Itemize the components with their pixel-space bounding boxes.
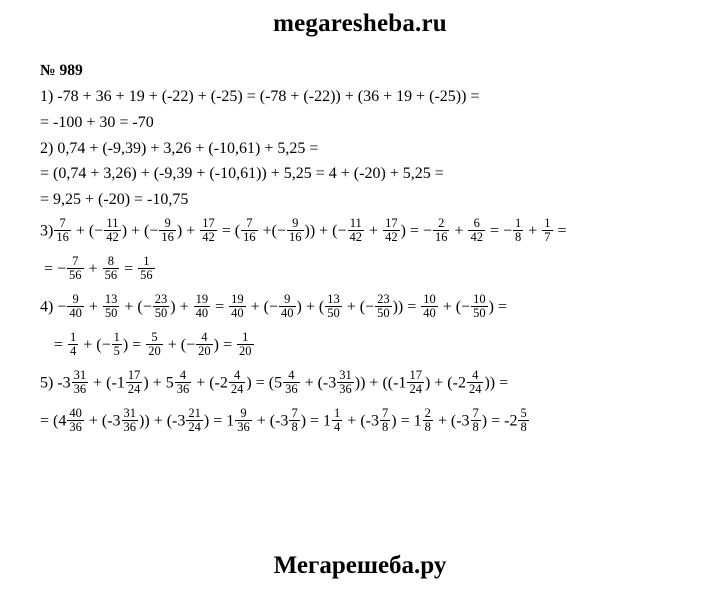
fraction-denominator: 16 bbox=[161, 230, 174, 245]
fraction-numerator: 10 bbox=[423, 291, 436, 306]
solution-line-6 bbox=[40, 215, 694, 246]
fraction bbox=[423, 407, 433, 435]
math-text: +(− bbox=[258, 222, 286, 240]
fraction-numerator: 19 bbox=[231, 291, 244, 306]
math-text: + bbox=[365, 222, 383, 240]
fraction-numerator: 7 bbox=[241, 217, 258, 232]
fraction-numerator: 13 bbox=[327, 291, 340, 306]
fraction-numerator: 8 bbox=[103, 255, 120, 270]
solution-line-10 bbox=[40, 367, 694, 398]
math-text: + (-1 bbox=[89, 374, 125, 392]
fraction-numerator: 31 bbox=[339, 367, 352, 382]
fraction-numerator: 4 bbox=[229, 369, 246, 384]
fraction-denominator: 36 bbox=[237, 420, 250, 435]
site-title-header: megaresheba.ru bbox=[273, 10, 447, 37]
fraction-numerator: 4 bbox=[283, 369, 300, 384]
math-text: 3) bbox=[40, 222, 54, 240]
fraction-denominator: 36 bbox=[176, 382, 190, 397]
fraction bbox=[175, 369, 192, 397]
math-text: ) + bbox=[176, 222, 200, 240]
fraction-numerator: 1 bbox=[544, 215, 551, 230]
fraction bbox=[433, 217, 450, 245]
fraction-numerator: 7 bbox=[67, 255, 84, 270]
fraction-denominator: 16 bbox=[243, 230, 256, 245]
fraction-numerator: 31 bbox=[123, 405, 137, 420]
math-text: + (-2 bbox=[192, 374, 228, 392]
fraction bbox=[194, 293, 211, 321]
fraction bbox=[103, 255, 120, 283]
fraction-numerator: 1 bbox=[334, 405, 341, 420]
fraction-denominator: 56 bbox=[140, 268, 153, 283]
solution-line-7 bbox=[40, 253, 694, 284]
fraction bbox=[67, 407, 84, 435]
math-text: + (− bbox=[342, 298, 375, 316]
math-text: )) = bbox=[484, 374, 509, 392]
fraction bbox=[471, 407, 481, 435]
fraction bbox=[337, 369, 354, 397]
fraction bbox=[383, 217, 400, 245]
fraction-denominator: 40 bbox=[281, 306, 294, 321]
math-text: ) = (5 bbox=[246, 374, 283, 392]
fraction-numerator: 31 bbox=[73, 367, 87, 382]
fraction-denominator: 8 bbox=[291, 420, 298, 435]
math-text: + (− bbox=[246, 298, 279, 316]
fraction-numerator: 11 bbox=[104, 217, 121, 232]
fraction-denominator: 40 bbox=[231, 306, 244, 321]
math-text: ) + 5 bbox=[143, 374, 174, 392]
fraction bbox=[467, 369, 484, 397]
math-text: ) = -2 bbox=[481, 412, 518, 430]
fraction-numerator: 9 bbox=[67, 293, 84, 308]
fraction bbox=[332, 407, 342, 435]
fraction bbox=[518, 407, 528, 435]
fraction bbox=[229, 293, 246, 321]
task-number: № 989 bbox=[40, 62, 83, 79]
fraction-numerator: 5 bbox=[520, 405, 527, 420]
fraction bbox=[283, 369, 300, 397]
fraction bbox=[289, 407, 299, 435]
math-text: )) + ((-1 bbox=[354, 374, 407, 392]
math-text: = (4 bbox=[40, 412, 67, 430]
fraction bbox=[126, 369, 143, 397]
math-text: ) + ( bbox=[296, 298, 325, 316]
fraction-denominator: 50 bbox=[104, 306, 118, 321]
fraction-denominator: 4 bbox=[70, 344, 77, 359]
fraction bbox=[153, 293, 170, 321]
fraction-denominator: 42 bbox=[470, 230, 483, 245]
fraction-denominator: 24 bbox=[188, 420, 201, 435]
fraction-numerator: 7 bbox=[381, 405, 389, 420]
fraction-numerator: 1 bbox=[70, 329, 77, 344]
fraction-denominator: 50 bbox=[473, 306, 486, 321]
solution-line-9 bbox=[40, 329, 694, 360]
fraction-numerator: 17 bbox=[385, 215, 398, 230]
math-text: ) = bbox=[122, 336, 146, 354]
fraction-numerator: 1 bbox=[113, 329, 120, 344]
fraction-denominator: 16 bbox=[289, 230, 302, 245]
fraction-numerator: 7 bbox=[472, 405, 479, 420]
fraction bbox=[196, 331, 213, 359]
fraction-denominator: 56 bbox=[104, 268, 118, 283]
fraction-denominator: 24 bbox=[230, 382, 244, 397]
solution-line-2: = -100 + 30 = -70 bbox=[40, 113, 154, 131]
fraction bbox=[348, 217, 365, 245]
fraction-numerator: 1 bbox=[237, 331, 254, 346]
fraction-denominator: 24 bbox=[409, 382, 422, 397]
math-text: + (-3 bbox=[300, 374, 337, 392]
math-text: = bbox=[211, 298, 229, 316]
fraction-denominator: 8 bbox=[381, 420, 389, 435]
fraction-numerator: 6 bbox=[468, 217, 485, 232]
math-text: ) = bbox=[488, 298, 508, 316]
math-text: ) = − bbox=[400, 222, 432, 240]
fraction-numerator: 9 bbox=[287, 217, 304, 232]
fraction-numerator: 17 bbox=[409, 367, 422, 382]
math-text: ) = 1 bbox=[203, 412, 235, 430]
math-text: = − bbox=[44, 260, 67, 278]
fraction-numerator: 9 bbox=[159, 217, 176, 232]
fraction-denominator: 56 bbox=[69, 268, 82, 283]
fraction bbox=[68, 331, 78, 359]
solution-content bbox=[40, 62, 694, 446]
solution-line-8 bbox=[40, 291, 694, 322]
site-title-footer: Мегарешеба.ру bbox=[273, 552, 447, 579]
fraction bbox=[542, 217, 552, 245]
fraction-numerator: 11 bbox=[348, 217, 365, 232]
fraction-denominator: 50 bbox=[377, 306, 390, 321]
fraction bbox=[325, 293, 342, 321]
math-text: )) = bbox=[392, 298, 421, 316]
fraction-denominator: 8 bbox=[424, 420, 431, 435]
fraction bbox=[287, 217, 304, 245]
fraction-numerator: 23 bbox=[154, 291, 168, 306]
fraction bbox=[241, 217, 258, 245]
math-text: + bbox=[84, 260, 102, 278]
math-text: + bbox=[84, 298, 102, 316]
fraction bbox=[471, 293, 488, 321]
fraction-numerator: 17 bbox=[202, 215, 215, 230]
math-text: )) + (− bbox=[304, 222, 347, 240]
fraction-numerator: 5 bbox=[146, 331, 163, 346]
fraction-numerator: 4 bbox=[467, 369, 484, 384]
fraction bbox=[229, 369, 246, 397]
math-text: )) + (-3 bbox=[139, 412, 186, 430]
fraction bbox=[186, 407, 203, 435]
math-text: + (− bbox=[163, 336, 196, 354]
fraction-numerator: 1 bbox=[138, 255, 155, 270]
math-text: = − bbox=[485, 222, 513, 240]
math-text: + (-3 bbox=[84, 412, 121, 430]
fraction-denominator: 50 bbox=[154, 306, 168, 321]
fraction bbox=[279, 293, 296, 321]
fraction bbox=[375, 293, 392, 321]
fraction bbox=[112, 331, 122, 359]
fraction-denominator: 42 bbox=[385, 230, 398, 245]
solution-line-4: = (0,74 + 3,26) + (-9,39 + (-10,61)) + 5,25 = 4 + (-20) + 5,25 = bbox=[40, 165, 444, 183]
fraction-numerator: 4 bbox=[175, 369, 192, 384]
math-text: ) + (-2 bbox=[424, 374, 466, 392]
fraction-numerator: 2 bbox=[424, 405, 431, 420]
fraction-denominator: 36 bbox=[285, 382, 298, 397]
fraction-denominator: 5 bbox=[113, 344, 120, 359]
fraction-numerator: 19 bbox=[195, 291, 209, 306]
math-text: + (-3 bbox=[343, 412, 379, 430]
math-text: ) = 1 bbox=[300, 412, 332, 430]
math-text: ) + (− bbox=[121, 222, 159, 240]
math-text: = ( bbox=[217, 222, 241, 240]
fraction-denominator: 7 bbox=[544, 230, 551, 245]
fraction-denominator: 24 bbox=[468, 382, 482, 397]
fraction-denominator: 40 bbox=[69, 306, 82, 321]
math-text: ) = 1 bbox=[391, 412, 422, 430]
math-text: 4) − bbox=[40, 298, 67, 316]
fraction bbox=[200, 217, 217, 245]
fraction-denominator: 36 bbox=[73, 382, 87, 397]
fraction-denominator: 20 bbox=[148, 344, 161, 359]
fraction-denominator: 8 bbox=[520, 420, 527, 435]
fraction-denominator: 4 bbox=[334, 420, 341, 435]
fraction-denominator: 42 bbox=[349, 230, 363, 245]
fraction-denominator: 8 bbox=[515, 230, 522, 245]
fraction bbox=[122, 407, 139, 435]
fraction-denominator: 36 bbox=[69, 420, 82, 435]
fraction-denominator: 36 bbox=[123, 420, 137, 435]
fraction-denominator: 36 bbox=[339, 382, 352, 397]
fraction-numerator: 10 bbox=[473, 291, 486, 306]
fraction-numerator: 9 bbox=[235, 407, 252, 422]
fraction bbox=[146, 331, 163, 359]
fraction-denominator: 20 bbox=[239, 344, 252, 359]
fraction-numerator: 7 bbox=[54, 217, 71, 232]
fraction-denominator: 16 bbox=[56, 230, 69, 245]
fraction-numerator: 13 bbox=[104, 291, 118, 306]
fraction-denominator: 50 bbox=[327, 306, 340, 321]
math-text: + (− bbox=[71, 222, 104, 240]
fraction bbox=[380, 407, 390, 435]
fraction bbox=[67, 293, 84, 321]
fraction-numerator: 7 bbox=[291, 405, 298, 420]
fraction-denominator: 20 bbox=[198, 344, 211, 359]
math-text: + (-3 bbox=[433, 412, 470, 430]
fraction-denominator: 42 bbox=[202, 230, 215, 245]
fraction-numerator: 21 bbox=[188, 405, 201, 420]
fraction-numerator: 2 bbox=[433, 217, 450, 232]
fraction bbox=[513, 217, 523, 245]
fraction bbox=[67, 255, 84, 283]
fraction bbox=[103, 293, 120, 321]
fraction-numerator: 1 bbox=[515, 215, 522, 230]
fraction bbox=[72, 369, 89, 397]
fraction-numerator: 9 bbox=[279, 293, 296, 308]
fraction-numerator: 23 bbox=[377, 291, 390, 306]
math-text: = bbox=[120, 260, 138, 278]
fraction bbox=[421, 293, 438, 321]
fraction bbox=[237, 331, 254, 359]
math-text: = bbox=[553, 222, 567, 240]
math-text: + bbox=[524, 222, 542, 240]
math-text: + (− bbox=[79, 336, 111, 354]
fraction-denominator: 40 bbox=[195, 306, 209, 321]
fraction bbox=[468, 217, 485, 245]
math-text: + (− bbox=[438, 298, 471, 316]
fraction-denominator: 24 bbox=[127, 382, 141, 397]
fraction-numerator: 17 bbox=[127, 367, 141, 382]
math-text: + bbox=[450, 222, 468, 240]
solution-line-1: 1) -78 + 36 + 19 + (-22) + (-25) = (-78 + (-22)) + (36 + 19 + (-25)) = bbox=[40, 88, 480, 105]
fraction bbox=[104, 217, 121, 245]
math-text: ) + bbox=[170, 298, 193, 316]
fraction-denominator: 8 bbox=[472, 420, 479, 435]
fraction-numerator: 4 bbox=[196, 331, 213, 346]
math-text: + (-3 bbox=[252, 412, 289, 430]
fraction-denominator: 40 bbox=[423, 306, 436, 321]
solution-line-5: = 9,25 + (-20) = -10,75 bbox=[40, 191, 189, 209]
fraction bbox=[159, 217, 176, 245]
math-text: ) = bbox=[213, 336, 236, 354]
fraction bbox=[54, 217, 71, 245]
fraction-denominator: 16 bbox=[434, 230, 448, 245]
fraction bbox=[407, 369, 424, 397]
math-text: = bbox=[54, 336, 68, 354]
fraction bbox=[138, 255, 155, 283]
fraction-numerator: 40 bbox=[69, 405, 82, 420]
math-text: + (− bbox=[120, 298, 152, 316]
fraction-denominator: 42 bbox=[106, 230, 119, 245]
solution-line-11 bbox=[40, 405, 694, 436]
fraction bbox=[235, 407, 252, 435]
solution-line-3: 2) 0,74 + (-9,39) + 3,26 + (-10,61) + 5,25 = bbox=[40, 139, 319, 157]
math-text: 5) -3 bbox=[40, 374, 71, 392]
